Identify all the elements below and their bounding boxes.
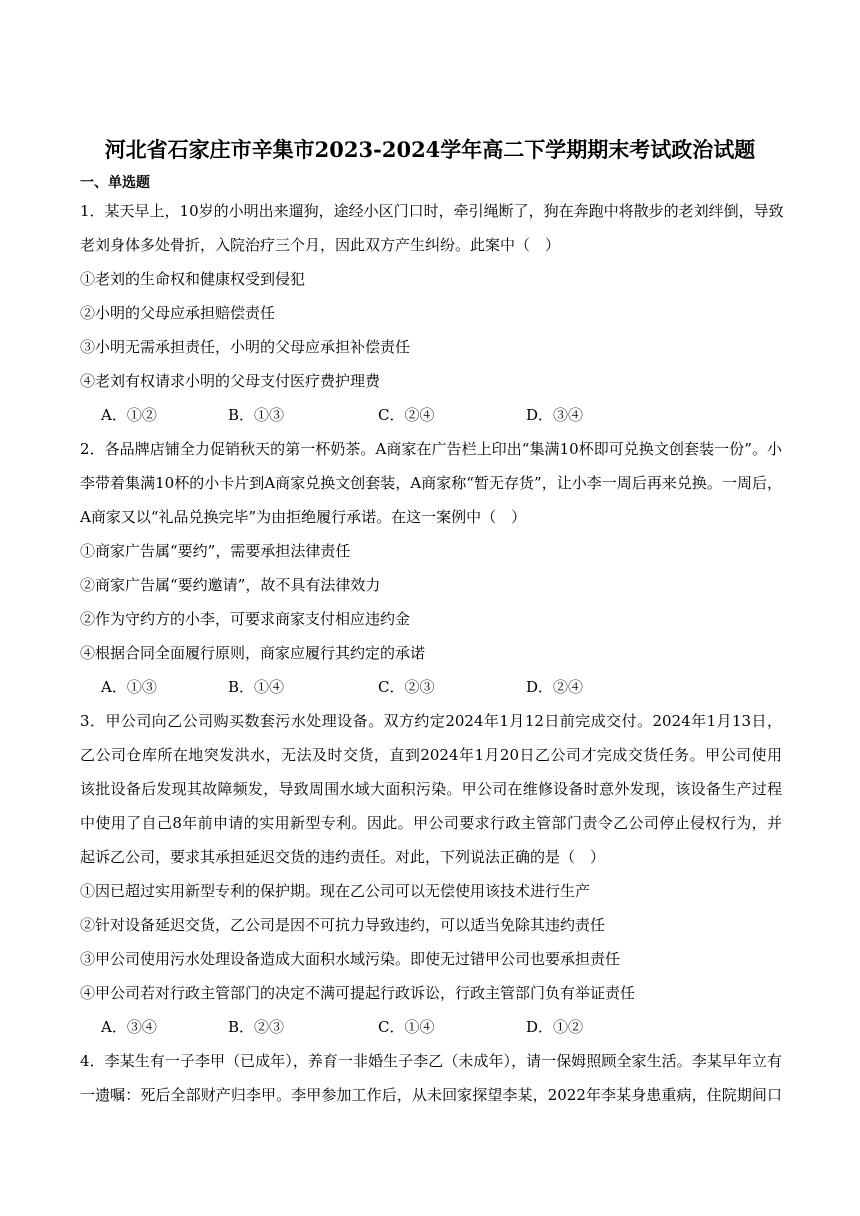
option-a[interactable]: A．①②	[101, 406, 157, 424]
option-d[interactable]: D．③④	[526, 406, 584, 424]
question-1-statement-3: ③小明无需承担责任，小明的父母应承担补偿责任	[80, 338, 411, 356]
question-2-line-2: 李带着集满10杯的小卡片到A商家兑换文创套装，A商家称“暂无存货”，让小李一周后再来兑换。一周后，	[80, 474, 782, 492]
question-3-line-3: 该批设备后发现其故障频发，导致周围水域大面积污染。甲公司在维修设备时意外发现，该设备生产过程	[80, 780, 782, 798]
option-b[interactable]: B．①④	[228, 678, 285, 696]
question-4-line-1: 4．李某生有一子李甲（已成年），养育一非婚生子李乙（未成年），请一保姆照顾全家生活。李某早年立有	[80, 1052, 782, 1070]
option-a[interactable]: A．①③	[101, 678, 157, 696]
question-3-statement-4: ④甲公司若对行政主管部门的决定不满可提起行政诉讼，行政主管部门负有举证责任	[80, 984, 636, 1002]
option-d[interactable]: D．②④	[526, 678, 584, 696]
question-3-statement-1: ①因已超过实用新型专利的保护期。现在乙公司可以无偿使用该技术进行生产	[80, 882, 591, 900]
question-3-line-2: 乙公司仓库所在地突发洪水，无法及时交货，直到2024年1月20日乙公司才完成交货任务。甲公司使用	[80, 746, 782, 764]
question-1-statement-1: ①老刘的生命权和健康权受到侵犯	[80, 270, 306, 288]
question-3-statement-2: ②针对设备延迟交货，乙公司是因不可抗力导致违约，可以适当免除其违约责任	[80, 916, 606, 934]
question-2-line-3: A商家又以“礼品兑换完毕”为由拒绝履行承诺。在这一案例中（ ）	[80, 508, 527, 526]
question-2-statement-1: ①商家广告属“要约”，需要承担法律责任	[80, 542, 351, 560]
option-c[interactable]: C．②④	[378, 406, 435, 424]
option-b[interactable]: B．②③	[228, 1018, 285, 1036]
option-a[interactable]: A．③④	[101, 1018, 157, 1036]
question-2-line-1: 2．各品牌店铺全力促销秋天的第一杯奶茶。A商家在广告栏上印出“集满10杯即可兑换文创套装一份”。小	[80, 440, 782, 458]
option-c[interactable]: C．②③	[378, 678, 435, 696]
question-2-statement-4: ④根据合同全面履行原则，商家应履行其约定的承诺	[80, 644, 426, 662]
section-heading: 一、单选题	[80, 175, 150, 191]
option-b[interactable]: B．①③	[228, 406, 285, 424]
question-3-line-1: 3．甲公司向乙公司购买数套污水处理设备。双方约定2024年1月12日前完成交付。2024年1月13日，	[80, 712, 782, 730]
question-3-statement-3: ③甲公司使用污水处理设备造成大面积水域污染。即使无过错甲公司也要承担责任	[80, 950, 621, 968]
page-title: 河北省石家庄市辛集市2023-2024学年高二下学期期末考试政治试题	[104, 137, 756, 162]
question-3-line-5: 起诉乙公司，要求其承担延迟交货的违约责任。对此，下列说法正确的是（ ）	[80, 848, 606, 866]
question-2-statement-2: ②商家广告属“要约邀请”，故不具有法律效力	[80, 576, 381, 594]
question-1-statement-4: ④老刘有权请求小明的父母支付医疗费护理费	[80, 372, 381, 390]
option-c[interactable]: C．①④	[378, 1018, 435, 1036]
question-1-statement-2: ②小明的父母应承担赔偿责任	[80, 304, 276, 322]
question-1-line-2: 老刘身体多处骨折，入院治疗三个月，因此双方产生纠纷。此案中（ ）	[80, 236, 561, 254]
option-d[interactable]: D．①②	[526, 1018, 584, 1036]
question-1-line-1: 1．某天早上，10岁的小明出来遛狗，途经小区门口时，牵引绳断了，狗在奔跑中将散步的老刘绊倒，导致	[80, 202, 784, 220]
question-3-line-4: 中使用了自己8年前申请的实用新型专利。因此。甲公司要求行政主管部门责令乙公司停止侵权行为，并	[80, 814, 782, 832]
question-4-line-2: 一遗嘱：死后全部财产归李甲。李甲参加工作后，从未回家探望李某，2022年李某身患重病，住院期间口	[80, 1086, 782, 1104]
question-2-statement-3: ②作为守约方的小李，可要求商家支付相应违约金	[80, 610, 411, 628]
